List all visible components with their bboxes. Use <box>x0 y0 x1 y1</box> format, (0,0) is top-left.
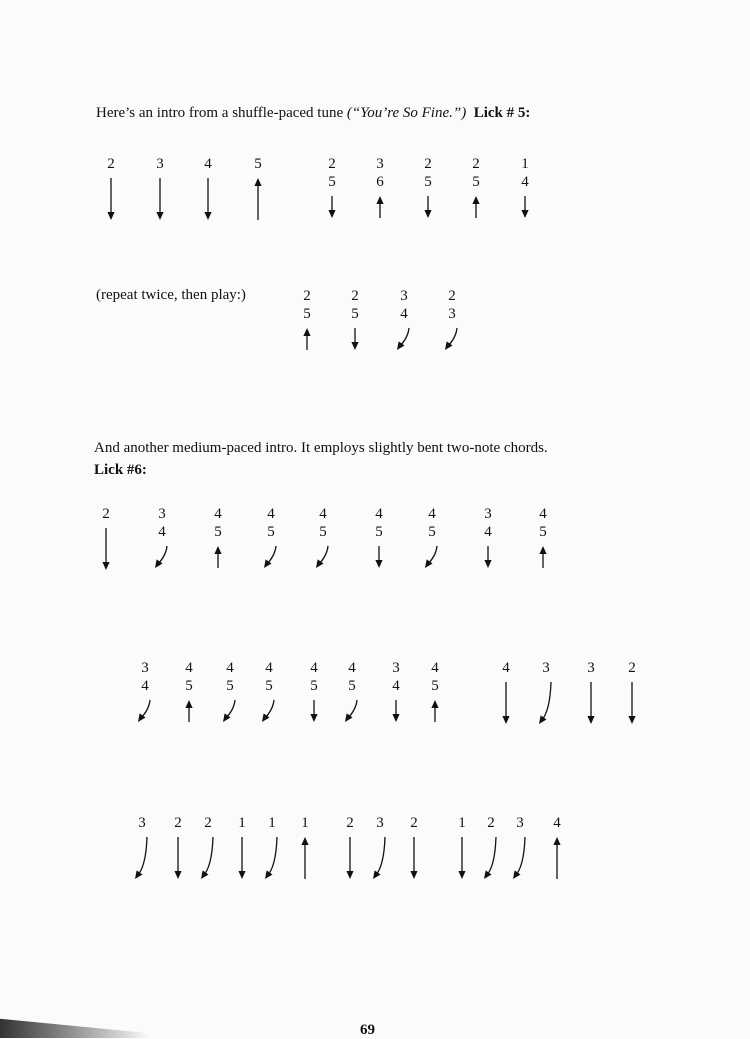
tab-note <box>204 156 212 220</box>
hole-number: 4 <box>553 815 561 831</box>
blow-arrow-icon <box>539 546 546 568</box>
tab-note <box>310 660 318 722</box>
lick6-intro-text: And another medium-paced intro. It employs slightly bent two-note chords. <box>94 440 548 456</box>
tab-note <box>392 660 400 722</box>
draw-arrow-icon <box>156 178 163 220</box>
hole-number: 5 <box>265 678 273 694</box>
bend-arrow-icon <box>484 837 496 879</box>
tab-note <box>628 660 636 724</box>
hole-number: 4 <box>226 660 234 676</box>
bend-arrow-icon <box>223 700 235 722</box>
tab-note <box>373 815 385 879</box>
tab-note <box>107 156 115 220</box>
hole-number: 5 <box>539 524 547 540</box>
tab-note <box>553 815 561 879</box>
draw-arrow-icon <box>502 682 509 724</box>
draw-arrow-icon <box>328 196 335 218</box>
hole-number: 3 <box>484 506 492 522</box>
hole-number: 4 <box>431 660 439 676</box>
draw-arrow-icon <box>107 178 114 220</box>
hole-number: 2 <box>174 815 182 831</box>
tab-note <box>410 815 418 879</box>
hole-number: 5 <box>319 524 327 540</box>
hole-number: 1 <box>268 815 276 831</box>
tab-note <box>397 288 409 350</box>
hole-number: 4 <box>267 506 275 522</box>
hole-number: 1 <box>521 156 529 172</box>
hole-number: 4 <box>521 174 529 190</box>
bend-arrow-icon <box>513 837 525 879</box>
hole-number: 4 <box>428 506 436 522</box>
tab-note <box>521 156 529 218</box>
tab-note <box>345 660 357 722</box>
tab-note <box>587 660 595 724</box>
bend-arrow-icon <box>201 837 213 879</box>
hole-number: 3 <box>376 815 384 831</box>
hole-number: 1 <box>238 815 246 831</box>
tab-note <box>472 156 480 218</box>
hole-number: 3 <box>376 156 384 172</box>
hole-number: 5 <box>254 156 262 172</box>
tab-note <box>513 815 525 879</box>
hole-number: 5 <box>310 678 318 694</box>
bend-arrow-icon <box>373 837 385 879</box>
tab-note <box>376 156 384 218</box>
hole-number: 4 <box>310 660 318 676</box>
hole-number: 3 <box>158 506 166 522</box>
tab-note <box>185 660 193 722</box>
blow-arrow-icon <box>185 700 192 722</box>
draw-arrow-icon <box>102 528 109 570</box>
hole-number: 5 <box>428 524 436 540</box>
blow-arrow-icon <box>553 837 560 879</box>
hole-number: 3 <box>516 815 524 831</box>
tab-note <box>303 288 311 350</box>
hole-number: 1 <box>458 815 466 831</box>
hole-number: 2 <box>303 288 311 304</box>
hole-number: 4 <box>502 660 510 676</box>
bend-arrow-icon <box>445 328 457 350</box>
draw-arrow-icon <box>392 700 399 722</box>
blow-arrow-icon <box>431 700 438 722</box>
intro5-sentence: Here’s an intro from a shuffle-paced tune <box>96 105 347 121</box>
blow-arrow-icon <box>303 328 310 350</box>
draw-arrow-icon <box>424 196 431 218</box>
hole-number: 3 <box>587 660 595 676</box>
tab-note <box>238 815 246 879</box>
draw-arrow-icon <box>174 837 181 879</box>
tab-note <box>201 815 213 879</box>
blow-arrow-icon <box>301 837 308 879</box>
blow-arrow-icon <box>214 546 221 568</box>
draw-arrow-icon <box>310 700 317 722</box>
hole-number: 2 <box>628 660 636 676</box>
tab-note <box>174 815 182 879</box>
tab-note <box>138 660 150 722</box>
draw-arrow-icon <box>346 837 353 879</box>
tab-note <box>102 506 110 570</box>
hole-number: 5 <box>214 524 222 540</box>
hole-number: 5 <box>472 174 480 190</box>
hole-number: 5 <box>375 524 383 540</box>
draw-arrow-icon <box>375 546 382 568</box>
hole-number: 5 <box>328 174 336 190</box>
hole-number: 3 <box>392 660 400 676</box>
draw-arrow-icon <box>351 328 358 350</box>
tab-note <box>484 815 496 879</box>
hole-number: 2 <box>107 156 115 172</box>
tab-note <box>262 660 274 722</box>
hole-number: 5 <box>267 524 275 540</box>
hole-number: 3 <box>138 815 146 831</box>
hole-number: 4 <box>204 156 212 172</box>
hole-number: 2 <box>351 288 359 304</box>
song-title: (“You’re So Fine.”) <box>346 105 467 121</box>
hole-number: 4 <box>539 506 547 522</box>
draw-arrow-icon <box>410 837 417 879</box>
page-number: 69 <box>360 1022 375 1038</box>
hole-number: 2 <box>328 156 336 172</box>
hole-number: 2 <box>102 506 110 522</box>
bend-arrow-icon <box>316 546 328 568</box>
draw-arrow-icon <box>204 178 211 220</box>
tab-note <box>155 506 167 568</box>
hole-number: 2 <box>448 288 456 304</box>
hole-number: 3 <box>448 306 456 322</box>
tab-note <box>458 815 466 879</box>
blow-arrow-icon <box>472 196 479 218</box>
hole-number: 4 <box>484 524 492 540</box>
hole-number: 5 <box>348 678 356 694</box>
tab-note <box>502 660 510 724</box>
tab-note <box>264 506 276 568</box>
hole-number: 4 <box>392 678 400 694</box>
tab-note <box>424 156 432 218</box>
tab-note <box>539 506 547 568</box>
hole-number: 6 <box>376 174 384 190</box>
bend-arrow-icon <box>539 682 551 724</box>
hole-number: 2 <box>410 815 418 831</box>
tab-note <box>539 660 551 724</box>
hole-number: 4 <box>348 660 356 676</box>
hole-number: 5 <box>226 678 234 694</box>
bend-arrow-icon <box>155 546 167 568</box>
hole-number: 4 <box>141 678 149 694</box>
hole-number: 2 <box>204 815 212 831</box>
lick6-label-text: Lick #6: <box>94 462 147 478</box>
bend-arrow-icon <box>265 837 277 879</box>
tab-note <box>254 156 262 220</box>
draw-arrow-icon <box>587 682 594 724</box>
bend-arrow-icon <box>262 700 274 722</box>
hole-number: 5 <box>424 174 432 190</box>
hole-number: 4 <box>185 660 193 676</box>
hole-number: 4 <box>319 506 327 522</box>
hole-number: 3 <box>542 660 550 676</box>
hole-number: 5 <box>185 678 193 694</box>
blow-arrow-icon <box>254 178 261 220</box>
tab-note <box>223 660 235 722</box>
tab-note <box>328 156 336 218</box>
tab-note <box>301 815 309 879</box>
tab-note <box>425 506 437 568</box>
hole-number: 3 <box>400 288 408 304</box>
bend-arrow-icon <box>345 700 357 722</box>
hole-number: 5 <box>303 306 311 322</box>
tab-note <box>346 815 354 879</box>
hole-number: 3 <box>141 660 149 676</box>
tab-note <box>351 288 359 350</box>
hole-number: 4 <box>158 524 166 540</box>
hole-number: 4 <box>375 506 383 522</box>
repeat-instruction: (repeat twice, then play:) <box>96 287 246 303</box>
draw-arrow-icon <box>484 546 491 568</box>
hole-number: 4 <box>265 660 273 676</box>
tab-note <box>135 815 147 879</box>
hole-number: 2 <box>346 815 354 831</box>
hole-number: 2 <box>487 815 495 831</box>
draw-arrow-icon <box>458 837 465 879</box>
draw-arrow-icon <box>521 196 528 218</box>
hole-number: 2 <box>472 156 480 172</box>
tab-note <box>445 288 457 350</box>
draw-arrow-icon <box>238 837 245 879</box>
hole-number: 3 <box>156 156 164 172</box>
draw-arrow-icon <box>628 682 635 724</box>
tab-note <box>156 156 164 220</box>
blow-arrow-icon <box>376 196 383 218</box>
bend-arrow-icon <box>264 546 276 568</box>
tab-note <box>431 660 439 722</box>
hole-number: 2 <box>424 156 432 172</box>
hole-number: 5 <box>431 678 439 694</box>
bend-arrow-icon <box>138 700 150 722</box>
tab-note <box>316 506 328 568</box>
tab-note <box>484 506 492 568</box>
bend-arrow-icon <box>135 837 147 879</box>
bend-arrow-icon <box>397 328 409 350</box>
hole-number: 5 <box>351 306 359 322</box>
hole-number: 1 <box>301 815 309 831</box>
tab-note <box>375 506 383 568</box>
bend-arrow-icon <box>425 546 437 568</box>
tab-note <box>214 506 222 568</box>
hole-number: 4 <box>214 506 222 522</box>
tab-note <box>265 815 277 879</box>
hole-number: 4 <box>400 306 408 322</box>
lick5-label: Lick # 5: <box>473 105 531 121</box>
